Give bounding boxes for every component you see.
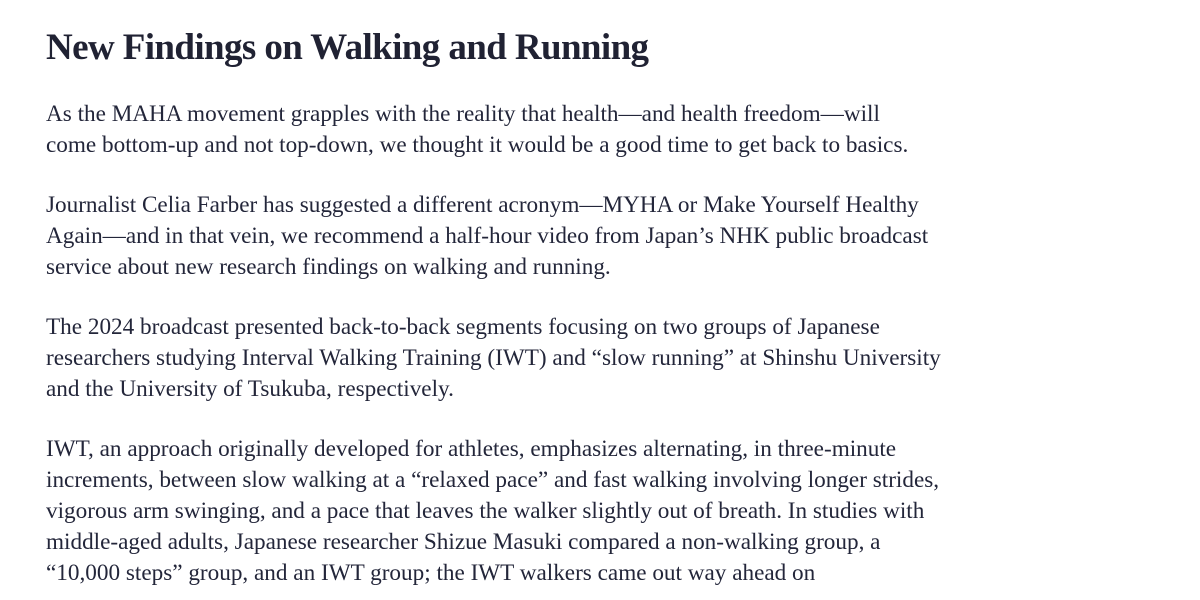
paragraph-line: Journalist Celia Farber has suggested a different acronym—MYHA or Make Yourself Healthy (46, 192, 919, 218)
paragraph-line: vigorous arm swinging, and a pace that leaves the walker slightly out of breath. In studies with (46, 498, 925, 524)
paragraph-iwt (46, 434, 939, 589)
paragraph-line: researchers studying Interval Walking Training (IWT) and “slow running” at Shinshu University (46, 345, 941, 371)
paragraph-line: As the MAHA movement grapples with the reality that health—and health freedom—will (46, 101, 880, 127)
paragraph-line: come bottom-up and not top-down, we thought it would be a good time to get back to basics. (46, 132, 909, 158)
paragraph-line: middle-aged adults, Japanese researcher Shizue Masuki compared a non-walking group, a (46, 529, 881, 555)
paragraph-line: Again—and in that vein, we recommend a half-hour video from Japan’s NHK public broadcast (46, 223, 929, 249)
paragraph-line: “10,000 steps” group, and an IWT group; the IWT walkers came out way ahead on (46, 560, 816, 586)
paragraph-line: The 2024 broadcast presented back-to-back segments focusing on two groups of Japanese (46, 314, 880, 340)
paragraph-line: service about new research findings on walking and running. (46, 254, 611, 280)
article-title: New Findings on Walking and Running (46, 27, 649, 68)
paragraph-myha (46, 190, 928, 283)
paragraph-line: and the University of Tsukuba, respectively. (46, 376, 454, 402)
paragraph-line: increments, between slow walking at a “relaxed pace” and fast walking involving longer strides, (46, 467, 940, 493)
paragraph-line: IWT, an approach originally developed for athletes, emphasizes alternating, in three-minute (46, 436, 897, 462)
paragraph-maha-intro (46, 99, 908, 161)
paragraph-broadcast (46, 312, 941, 405)
